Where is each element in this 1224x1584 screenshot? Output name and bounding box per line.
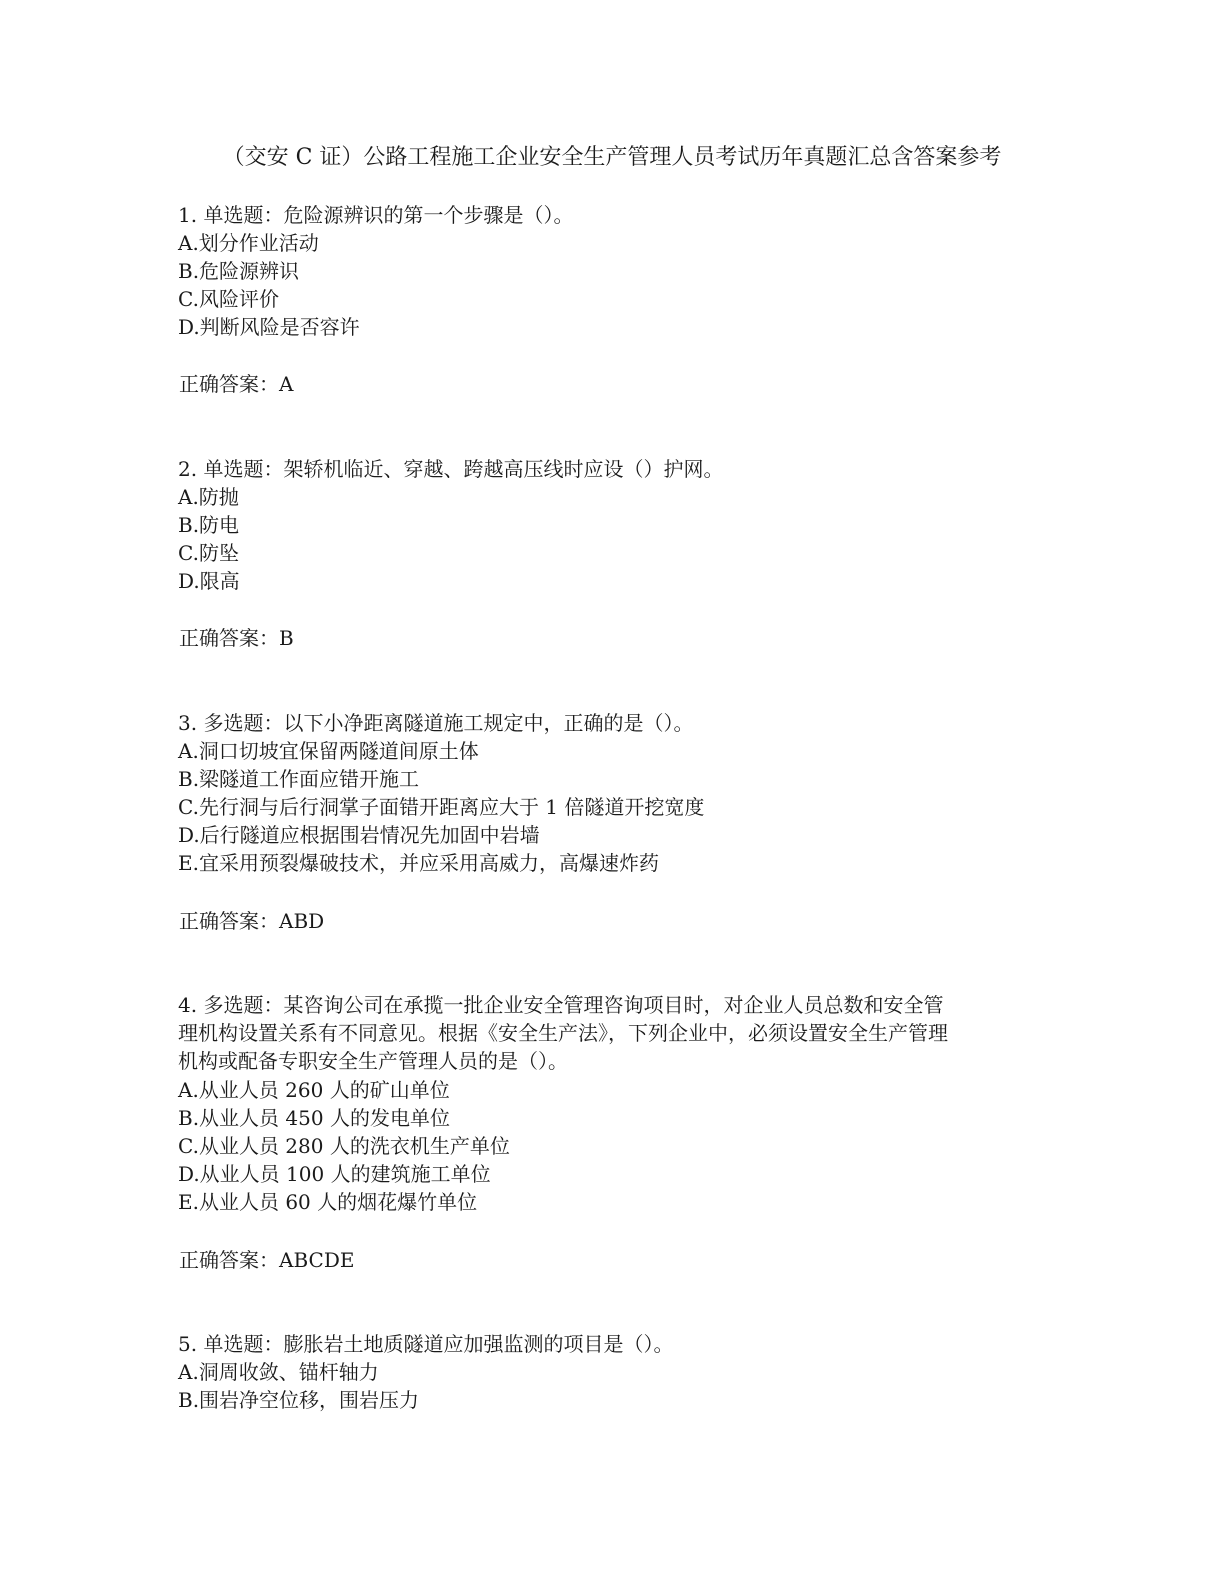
question-2-option-b: B.防电 [178,513,240,537]
question-4-option-a: A.从业人员 260 人的矿山单位 [178,1078,450,1102]
question-2-option-d: D.限高 [178,569,240,593]
question-4-stem-line-2: 理机构设置关系有不同意见。根据《安全生产法》，下列企业中，必须设置安全生产管理 [178,1021,948,1045]
question-3-option-e: E.宜采用预裂爆破技术，并应采用高威力，高爆速炸药 [178,851,659,875]
question-1-stem: 1. 单选题：危险源辨识的第一个步骤是（）。 [178,203,574,227]
question-1-option-d: D.判断风险是否容许 [178,315,360,339]
question-4-stem-line-1: 4. 多选题：某咨询公司在承揽一批企业安全管理咨询项目时，对企业人员总数和安全管 [178,993,944,1017]
question-2-option-c: C.防坠 [178,541,239,565]
question-4-option-b: B.从业人员 450 人的发电单位 [178,1106,450,1130]
question-3-option-c: C.先行洞与后行洞掌子面错开距离应大于 1 倍隧道开挖宽度 [178,795,705,819]
question-4-option-c: C.从业人员 280 人的洗衣机生产单位 [178,1134,510,1158]
question-4-option-e: E.从业人员 60 人的烟花爆竹单位 [178,1190,478,1214]
question-4-option-d: D.从业人员 100 人的建筑施工单位 [178,1162,491,1186]
question-3-stem: 3. 多选题：以下小净距离隧道施工规定中，正确的是（）。 [178,711,694,735]
question-5-stem: 5. 单选题：膨胀岩土地质隧道应加强监测的项目是（）。 [178,1332,674,1356]
question-3-option-a: A.洞口切坡宜保留两隧道间原土体 [178,739,479,763]
question-5-option-b: B.围岩净空位移，围岩压力 [178,1388,420,1412]
question-1-option-c: C.风险评价 [178,287,279,311]
question-2-stem: 2. 单选题：架轿机临近、穿越、跨越高压线时应设（）护网。 [178,457,724,481]
question-1-option-b: B.危险源辨识 [178,259,300,283]
question-3-answer: 正确答案：ABD [179,909,325,933]
question-1-option-a: A.划分作业活动 [178,231,319,255]
question-3-option-b: B.梁隧道工作面应错开施工 [178,767,420,791]
document-title: （交安 C 证）公路工程施工企业安全生产管理人员考试历年真题汇总含答案参考 [222,145,1002,170]
question-2-answer: 正确答案：B [179,626,294,650]
question-5-option-a: A.洞周收敛、锚杆轴力 [178,1360,379,1384]
question-3-option-d: D.后行隧道应根据围岩情况先加固中岩墙 [178,823,540,847]
question-4-stem-line-3: 机构或配备专职安全生产管理人员的是（）。 [178,1049,568,1073]
question-4-answer: 正确答案：ABCDE [179,1248,355,1272]
question-2-option-a: A.防抛 [178,485,239,509]
question-1-answer: 正确答案：A [179,372,294,396]
